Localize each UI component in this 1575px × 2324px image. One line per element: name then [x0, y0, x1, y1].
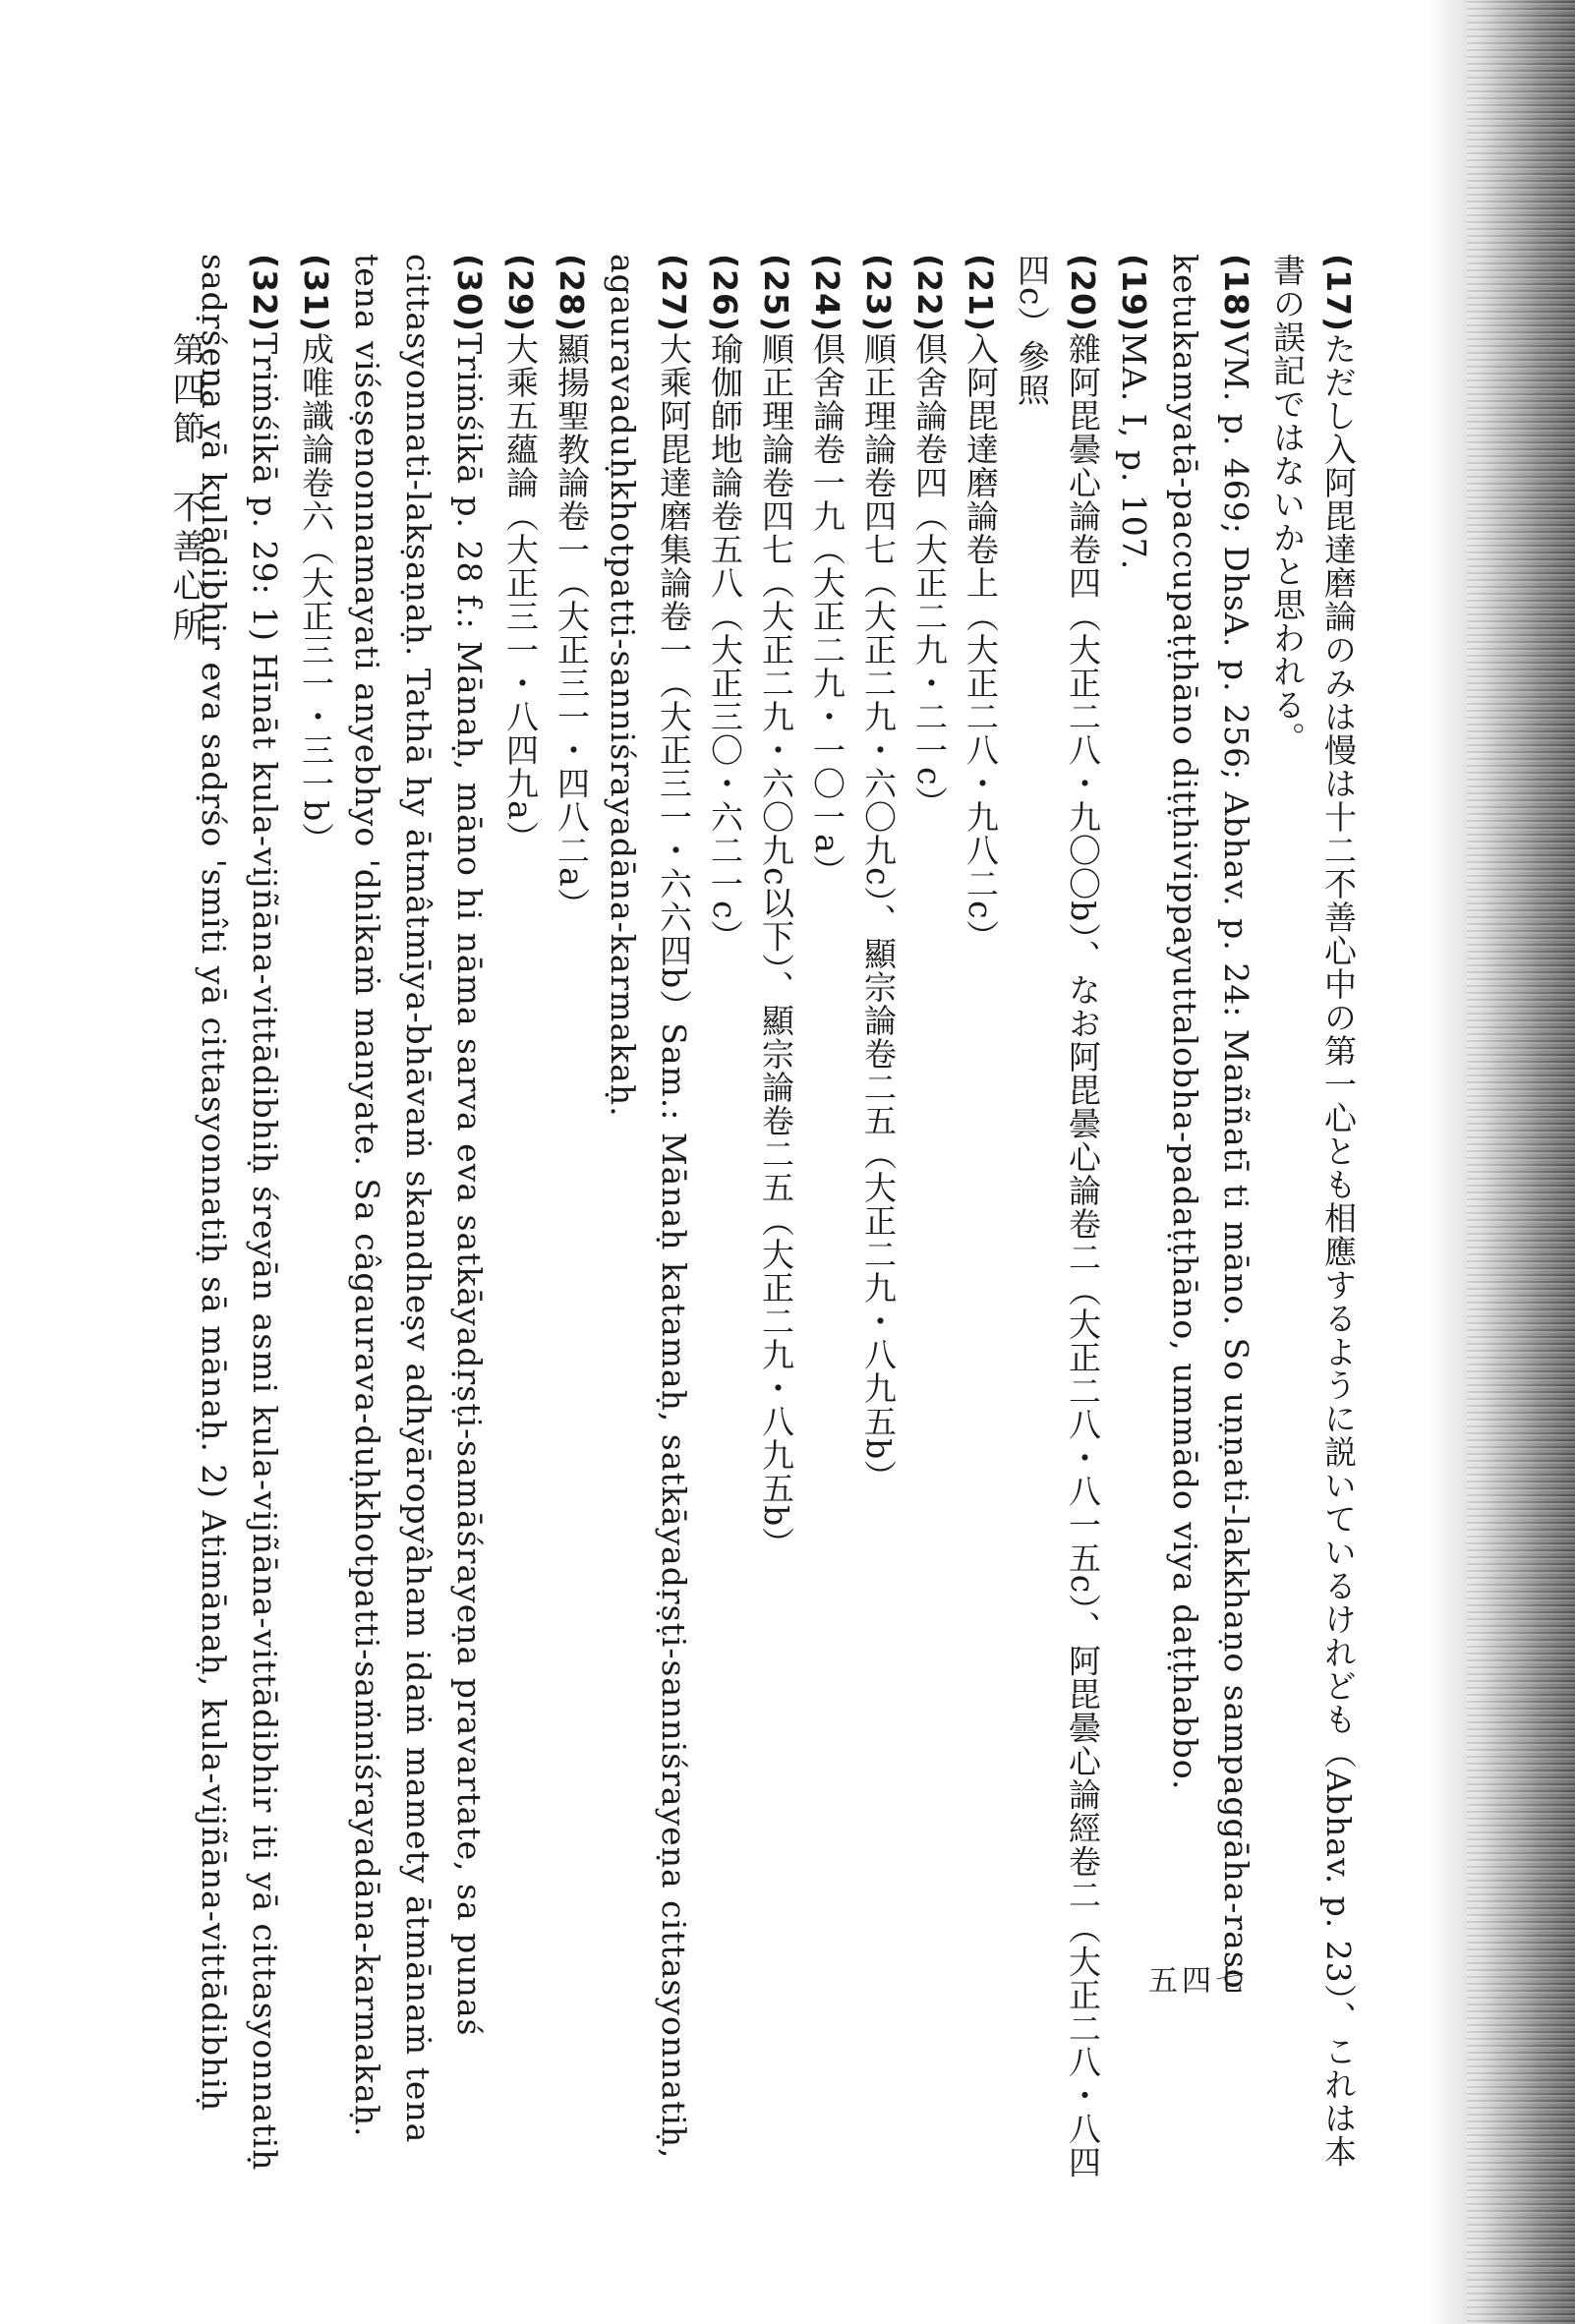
note-text: VM. p. 469; DhsA. p. 256; Abhav. p. 24: Maññatī ti māno. So uṇṇati-lakkhaṇo sampaggāha-raso ketukamyatā-paccupaṭṭhāno diṭṭhivippayuttalobha-padaṭṭhāno, ummādo viya daṭṭhabbo. [1166, 254, 1255, 1990]
note-number: (28) [553, 254, 591, 333]
note-number: (32) [246, 254, 284, 333]
note-text: 顯揚聖教論卷一（大正三一・四八二a） [553, 332, 591, 921]
note-31 [290, 254, 341, 2180]
scan-edge-noise [1467, 0, 1575, 2324]
note-number: (25) [757, 254, 795, 333]
note-24 [801, 254, 852, 2180]
note-25 [750, 254, 801, 2180]
note-number: (20) [1064, 254, 1102, 333]
note-text: Triṁśikā p. 28 f.: Mānaḥ, māno hi nāma sarva eva satkāyadṛṣṭi-samāśrayeṇa pravartate, sa punaś cittasyonnati-lakṣaṇaḥ. Tathā hy ātmâtmīya-bhāvaṁ skandheṣv adhyāropyâham idaṁ mamety ātmānaṁ tena tena viśeṣenonnamayati anyebhyo 'dhikaṁ manyate. Sa câgaurava-duḥkhotpatti-saṁniśrayadāna-karmakaḥ. [348, 254, 489, 2144]
note-text: 成唯識論卷六（大正三一・三一b） [297, 332, 335, 856]
note-text: 雜阿毘曇心論卷四（大正二八・九〇〇b）、なお阿毘曇心論卷二（大正二八・八一五c）、阿毘曇心論經卷二（大正二八・八四四c）參照 [1013, 254, 1102, 2179]
note-19 [1108, 254, 1159, 2180]
note-20 [1006, 254, 1108, 2180]
note-number: (27) [655, 254, 693, 333]
note-number: (30) [450, 254, 489, 333]
note-text: 大乘阿毘達磨集論卷一（大正三一・六六四b）Sam.: Mānaḥ katamaḥ, satkāyadṛṣṭi-sanniśrayeṇa cittasyonnatiḥ, agauravaduḥkhotpatti-sanniśrayadāna-karmakaḥ. [604, 254, 693, 2160]
note-23 [852, 254, 904, 2180]
note-27 [597, 254, 699, 2180]
note-number: (22) [910, 254, 949, 333]
note-28 [546, 254, 597, 2180]
note-text: 倶舍論卷一九（大正二九・一〇一a） [808, 332, 846, 888]
note-29 [495, 254, 546, 2180]
section-label: 第四節 [166, 332, 205, 450]
note-18 [1159, 254, 1261, 2180]
note-number: (26) [706, 254, 744, 333]
note-text: MA. I, p. 107. [1115, 332, 1153, 571]
note-22 [904, 254, 955, 2180]
note-30 [341, 254, 495, 2180]
note-number: (19) [1115, 254, 1153, 333]
note-number: (29) [501, 254, 540, 333]
running-footer [162, 332, 210, 647]
note-number: (24) [808, 254, 846, 333]
note-number: (21) [962, 254, 1000, 333]
note-text: Triṁśikā p. 29: 1) Hīnāt kula-vijñāna-vittādibhiḥ śreyān asmi kula-vijñāna-vittādibhir iti yā cittasyonnatiḥ sadṛśena vā kulādibhir eva sadṛśo 'smîti yā cittasyonnatiḥ sā mānaḥ. 2) Atimānaḥ, kula-vijñāna-vittādibhiḥ [195, 254, 284, 2172]
note-17 [1261, 254, 1364, 2180]
section-title: 不善心所 [166, 490, 205, 647]
note-number: (23) [859, 254, 898, 333]
note-text: 大乘五蘊論（大正三一・八四九a） [501, 332, 540, 854]
note-26 [699, 254, 750, 2180]
note-number: (17) [1319, 254, 1358, 333]
page-number: 五四七 [1148, 1964, 1249, 1999]
note-text: ただし入阿毘達磨論のみは慢は十二不善心中の第一心とも相應するように説いているけれども（Abhav. p. 23）、これは本書の誤記ではないかと思われる。 [1268, 254, 1358, 2169]
note-text: 入阿毘達磨論卷上（大正二八・九八二c） [962, 332, 1000, 954]
note-number: (31) [297, 254, 335, 333]
note-number: (18) [1217, 254, 1255, 333]
note-text: 瑜伽師地論卷五八（大正三〇・六二一c） [706, 332, 744, 954]
note-text: 順正理論卷四七（大正二九・六〇九c以下）、顯宗論卷二五（大正二九・八九五b） [757, 332, 795, 1561]
note-text: 順正理論卷四七（大正二九・六〇九c）、顯宗論卷二五（大正二九・八九五b） [859, 332, 898, 1494]
note-text: 倶舍論卷四（大正二九・二一c） [910, 332, 949, 820]
note-21 [955, 254, 1006, 2180]
notes-body [188, 254, 1364, 2180]
